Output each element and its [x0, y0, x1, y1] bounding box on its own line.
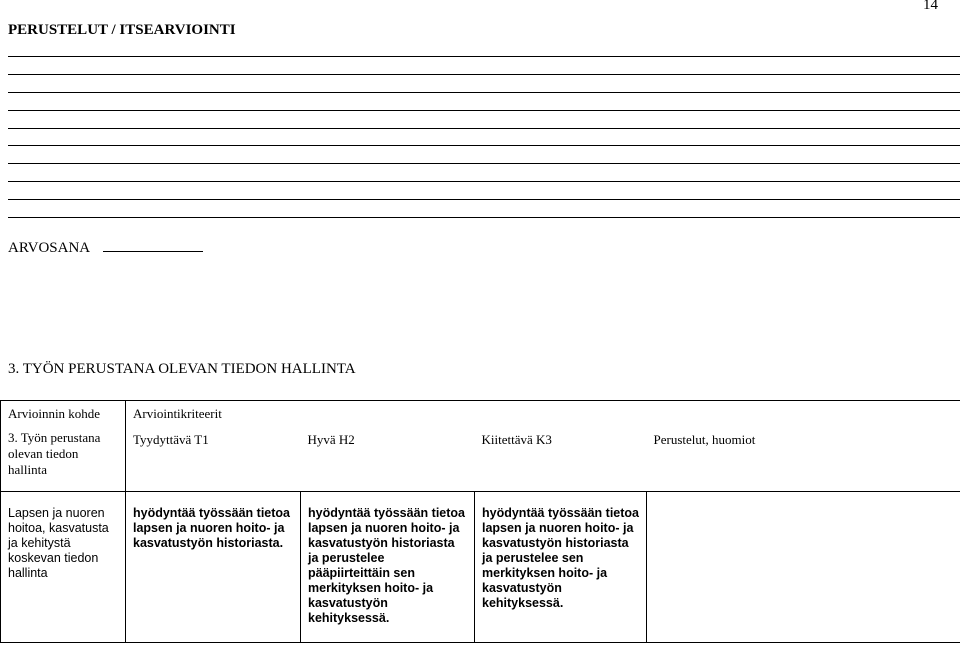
- notes-header: Perustelut, huomiot: [653, 432, 756, 447]
- target-title: 3. Työn perustana olevan tiedon hallinta: [8, 430, 101, 477]
- criteria-header: Arviointikriteerit: [133, 406, 222, 421]
- t1-text: hyödyntää työssään tietoa lapsen ja nuoren hoito- ja kasvatustyön historiasta.: [133, 506, 290, 550]
- writing-line: [8, 110, 960, 111]
- level-t1-cell: [126, 430, 301, 492]
- writing-line: [8, 92, 960, 93]
- writing-line: [8, 128, 960, 129]
- section-3-title: 3. TYÖN PERUSTANA OLEVAN TIEDON HALLINTA: [8, 361, 356, 377]
- level-h2: Hyvä H2: [307, 432, 355, 447]
- criteria-header-cell: [126, 401, 960, 431]
- writing-line: [8, 217, 960, 218]
- writing-line: [8, 163, 960, 164]
- row-label-cell: [1, 492, 126, 643]
- writing-line: [8, 56, 960, 57]
- level-k3-cell: [475, 430, 647, 492]
- grade-blank[interactable]: [103, 237, 203, 252]
- h2-cell: [301, 492, 475, 643]
- criteria-table: [0, 400, 960, 643]
- level-k3: Kiitettävä K3: [481, 432, 552, 447]
- k3-cell: [475, 492, 647, 643]
- row-label: Lapsen ja nuoren hoitoa, kasvatusta ja kehitystä koskevan tiedon hallinta: [8, 506, 109, 580]
- target-title-cell: [1, 430, 126, 492]
- grade-field: [8, 237, 203, 257]
- grade-label: ARVOSANA: [8, 240, 91, 256]
- notes-text: [647, 492, 960, 501]
- writing-line: [8, 199, 960, 200]
- writing-line: [8, 74, 960, 75]
- level-h2-cell: [301, 430, 475, 492]
- writing-line: [8, 145, 960, 146]
- target-header: Arvioinnin kohde: [8, 406, 101, 421]
- k3-text: hyödyntää työssään tietoa lapsen ja nuoren hoito- ja kasvatustyön historiasta ja perustelee sen merkityksen hoito- ja kasvatustyön kehityksessä.: [482, 506, 639, 610]
- target-header-cell: [1, 401, 126, 431]
- section-heading: PERUSTELUT / ITSEARVIOINTI: [8, 22, 236, 38]
- level-t1: Tyydyttävä T1: [133, 432, 209, 447]
- t1-cell: [126, 492, 301, 643]
- notes-cell[interactable]: [647, 492, 960, 643]
- writing-line: [8, 181, 960, 182]
- page-number: 14: [923, 0, 938, 13]
- h2-text: hyödyntää työssään tietoa lapsen ja nuoren hoito- ja kasvatustyön historiasta ja perustelee pääpiirteittäin sen merkityksen hoito- ja kasvatustyön kehityksessä.: [308, 506, 465, 625]
- notes-header-cell: [647, 430, 960, 492]
